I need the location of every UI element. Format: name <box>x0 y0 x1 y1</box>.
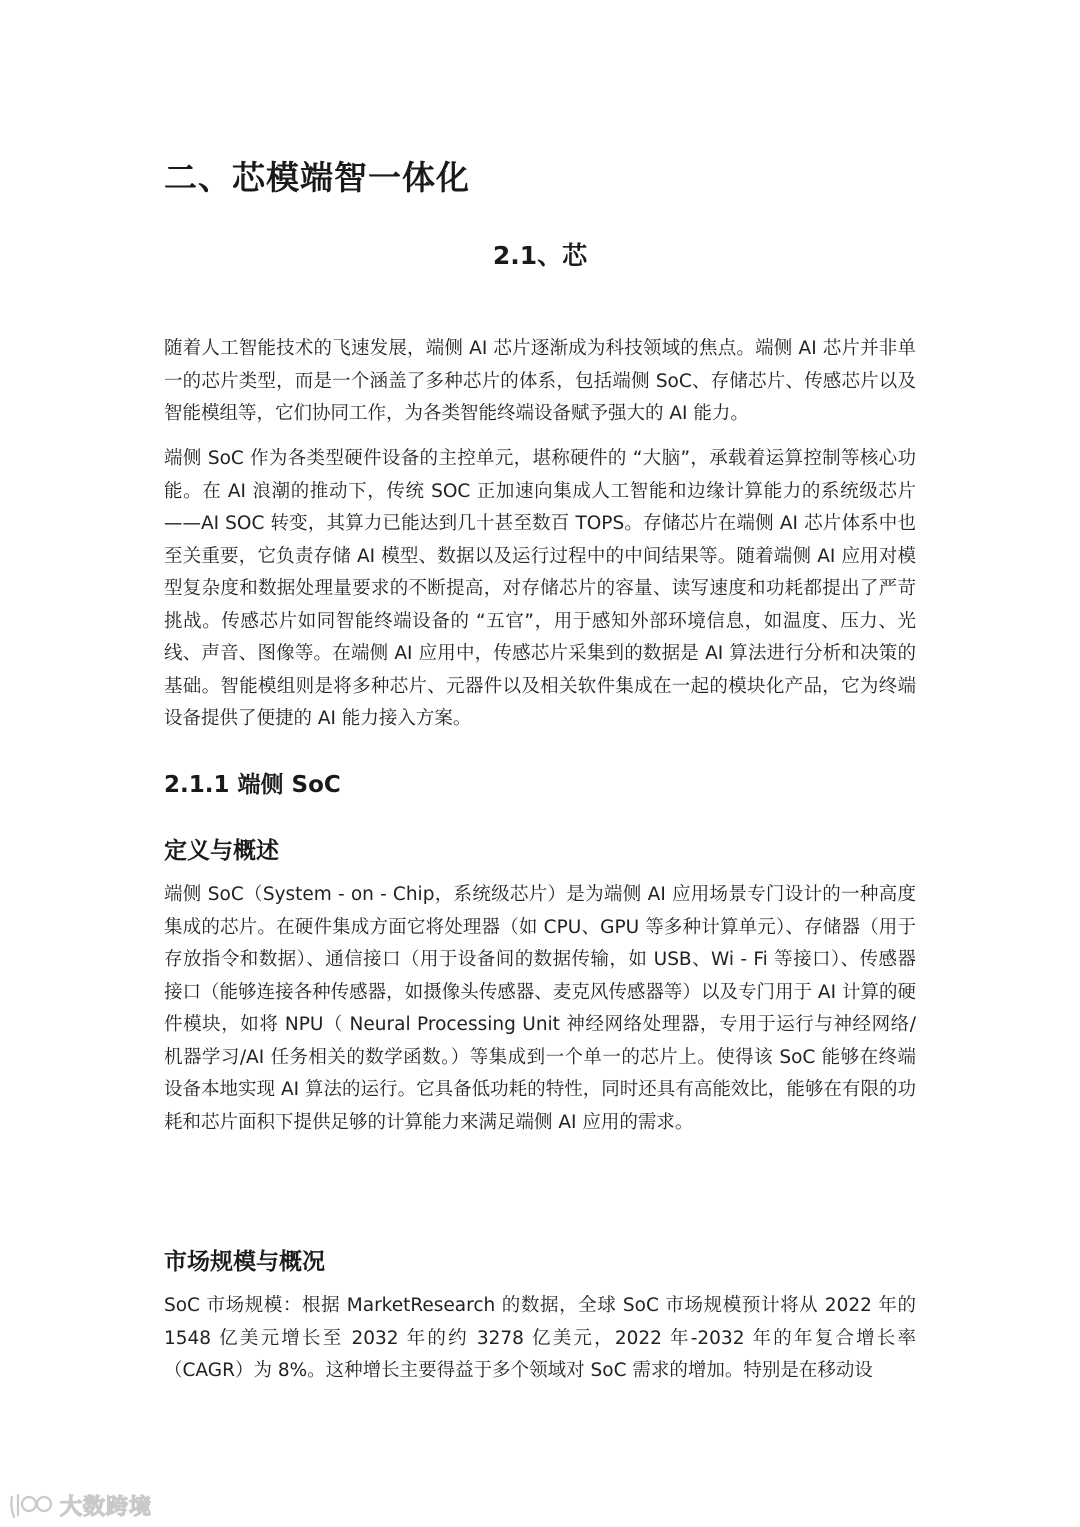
soc-overview-paragraph: 端侧 SoC 作为各类型硬件设备的主控单元，堪称硬件的 “大脑”，承载着运算控制等核心功能。在 AI 浪潮的推动下，传统 SOC 正加速向集成人工智能和边缘计算能力的系统级芯片 ——AI SOC 转变，其算力已能达到几十甚至数百 TOPS。存储芯片在端侧 AI 芯片体系中也至关重要，它负责存储 AI 模型、数据以及运行过程中的中间结果等。随着端侧 AI 应用对模型复杂度和数据处理量要求的不断提高，对存储芯片的容量、读写速度和功耗都提出了严苛挑战。传感芯片如同智能终端设备的 “五官”，用于感知外部环境信息，如温度、压力、光线、声音、图像等。在端侧 AI 应用中，传感芯片采集到的数据是 AI 算法进行分析和决策的基础。智能模组则是将多种芯片、元器件以及相关软件集成在一起的模块化产品，它为终端设备提供了便捷的 AI 能力接入方案。 <box>164 448 916 729</box>
watermark-logo-icon <box>8 1491 54 1521</box>
watermark-text: 大数跨境 <box>60 1495 153 1520</box>
market-heading: 市场规模与概况 <box>164 1249 325 1275</box>
definition-paragraph: 端侧 SoC（System - on - Chip，系统级芯片）是为端侧 AI 应用场景专门设计的一种高度集成的芯片。在硬件集成方面它将处理器（如 CPU、GPU 等多种计算单元）、存储器（用于存放指令和数据）、通信接口（用于设备间的数据传输，如 USB、Wi - Fi 等接口）、传感器接口（能够连接各种传感器，如摄像头传感器、麦克风传感器等）以及专门用于 AI 计算的硬件模块，如将 NPU（ Neural Processing Unit 神经网络处理器，专用于运行与神经网络/机器学习/AI 任务相关的数学函数。）等集成到一个单一的芯片上。使得该 SoC 能够在终端设备本地实现 AI 算法的运行。它具备低功耗的特性，同时还具有高能效比，能够在有限的功耗和芯片面积下提供足够的计算能力来满足端侧 AI 应用的需求。 <box>164 884 916 1133</box>
intro-paragraph: 随着人工智能技术的飞速发展，端侧 AI 芯片逐渐成为科技领域的焦点。端侧 AI 芯片并非单一的芯片类型，而是一个涵盖了多种芯片的体系，包括端侧 SoC、存储芯片、传感芯片以及智能模组等，它们协同工作，为各类智能终端设备赋予强大的 AI 能力。 <box>164 338 916 424</box>
definition-heading: 定义与概述 <box>164 838 279 864</box>
watermark <box>8 1490 152 1521</box>
subsection-title: 2.1.1 端侧 SoC <box>164 772 341 798</box>
section-title: 2.1、芯 <box>492 241 588 270</box>
market-paragraph: SoC 市场规模：根据 MarketResearch 的数据，全球 SoC 市场规模预计将从 2022 年的 1548 亿美元增长至 2032 年的约 3278 亿美元，2022 年-2032 年的年复合增长率（CAGR）为 8%。这种增长主要得益于多个领域对 SoC 需求的增加。特别是在移动设 <box>164 1295 916 1381</box>
chapter-title: 二、芯模端智一体化 <box>164 158 470 197</box>
